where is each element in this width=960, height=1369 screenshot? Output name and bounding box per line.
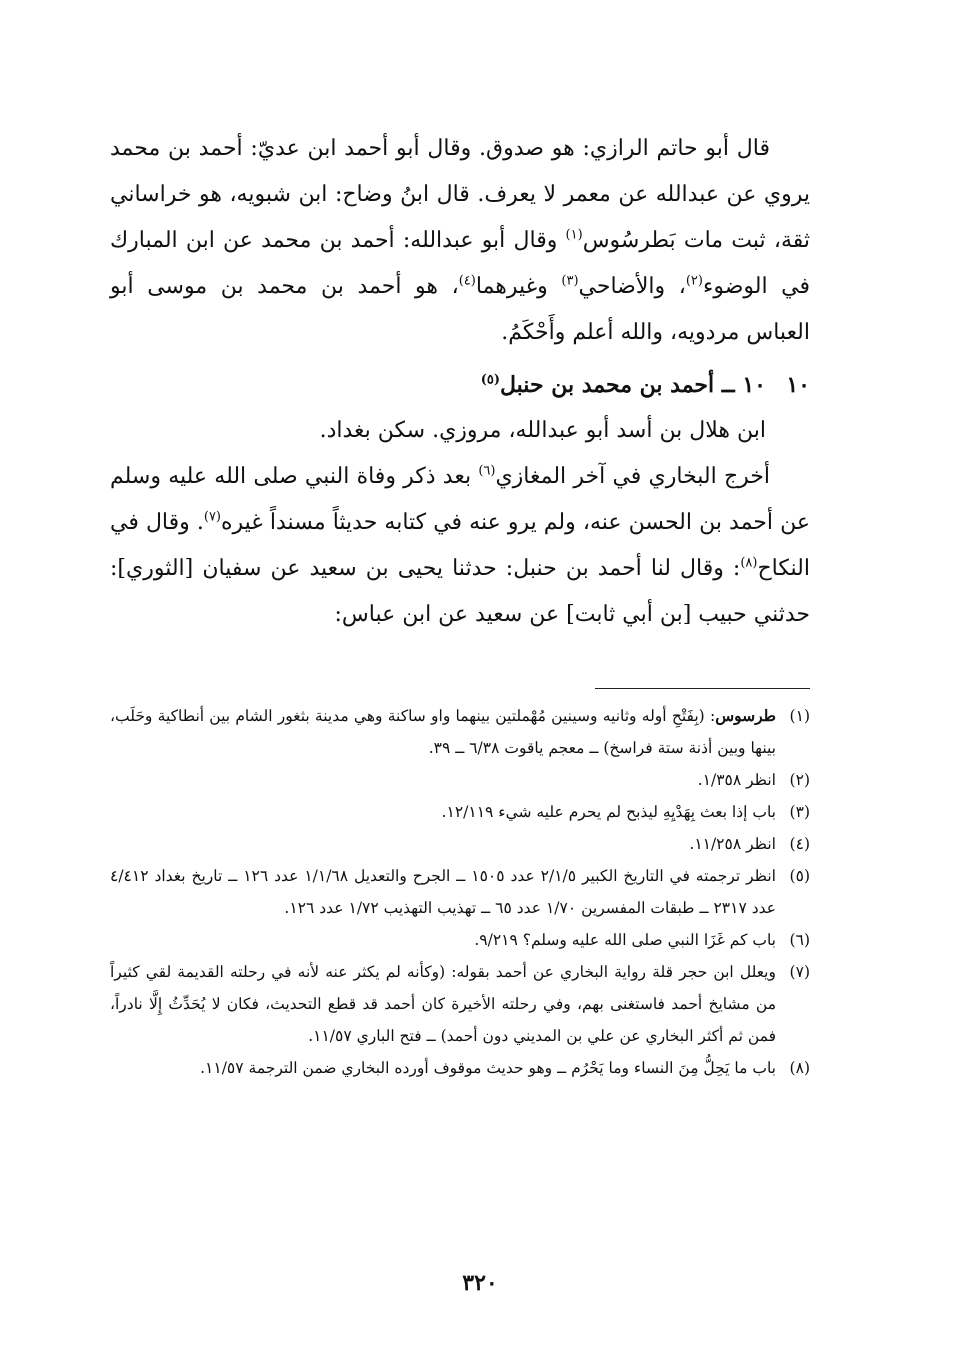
text-run: قال أبو حاتم الرازي: هو صدوق. وقال أبو أحمد ابن عديّ: أحمد بن محمد يروي عن عبدالله عن معمر لا يعرف. قال ابنُ وضاح: ابن شبويه، هو خراساني ثقة، ثبت مات بَطرسُوس xyxy=(110,136,810,253)
footnote-ref-3[interactable]: (٣) xyxy=(561,273,579,289)
footnote-ref-7[interactable]: (٧) xyxy=(203,509,221,525)
footnote-number: (٤) xyxy=(789,835,810,853)
footnote-ref-2[interactable]: (٢) xyxy=(685,273,703,289)
footnote-6 xyxy=(110,924,810,956)
text-run: أخرج البخاري في آخر المغازي xyxy=(495,464,770,489)
footnotes xyxy=(110,700,810,1084)
text-run: : وقال لنا أحمد بن حنبل: حدثنا يحيى بن سعيد عن سفيان [الثوري]: حدثني حبيب [بن أبي ثابت] عن سعيد عن ابن عباس: xyxy=(110,556,810,627)
footnote-number: (٣) xyxy=(789,803,810,821)
footnote-ref-4[interactable]: (٤) xyxy=(458,273,476,289)
text-run: . وقال في النكاح xyxy=(110,510,810,581)
footnote-number: (٥) xyxy=(789,867,810,885)
main-text xyxy=(110,126,810,638)
footnote-4 xyxy=(110,828,810,860)
entry-subtitle: ابن هلال بن أسد أبو عبدالله، مروزي. سكن بغداد. xyxy=(319,418,766,443)
footnote-number: (٢) xyxy=(789,771,810,789)
text-run: وقال أبو عبدالله: أحمد بن محمد عن ابن المبارك في الوضوء xyxy=(110,228,811,299)
footnote-body: باب إذا بعث بِهَدْيِهِ ليذبح لم يحرم عليه شيء ١٢/١١٩. xyxy=(441,803,776,821)
footnote-term: طرسوس xyxy=(715,706,776,725)
paragraph-bukhari xyxy=(110,454,810,638)
footnote-number: (٨) xyxy=(789,1059,810,1077)
footnote-number: (٦) xyxy=(789,931,810,949)
text-run: ، والأضاحي xyxy=(578,274,686,299)
footnote-3 xyxy=(110,796,810,828)
footnote-7 xyxy=(110,956,810,1052)
footnote-number: (٧) xyxy=(789,963,810,981)
text-run: ، هو أحمد بن محمد بن موسى أبو العباس مردويه، والله أعلم وأَحْكَمُ. xyxy=(110,274,810,345)
entry-title-text: ١٠ ــ أحمد بن محمد بن حنبل xyxy=(500,372,766,398)
entry-margin-number: ١٠ xyxy=(786,372,810,398)
text-run: بعد ذكر وفاة النبي صلى الله عليه وسلم عن أحمد بن الحسن عنه، ولم يرو عنه في كتابه حديثاً مسنداً غيره xyxy=(110,464,810,535)
footnote-body: انظر ١/٣٥٨. xyxy=(697,771,776,789)
footnote-body: باب ما يَحِلُّ مِنَ النساء وما يَحْرُم ــ وهو حديث موقوف أورده البخاري ضمن الترجمة ١١/٥٧. xyxy=(200,1059,776,1077)
footnote-1 xyxy=(110,700,810,764)
footnote-5 xyxy=(110,860,810,924)
footnote-8 xyxy=(110,1052,810,1084)
footnote-separator xyxy=(595,688,810,689)
footnote-body: باب كم غَزَا النبي صلى الله عليه وسلم؟ ٩/٢١٩. xyxy=(474,931,776,949)
footnote-body: : (بِفَتْحِ أوله وثانيه وسينين مُهْملتين بينهما واو ساكنة وهي مدينة بثغور الشام بين أنطاكية وحَلَب، بينها وبين أذنة ستة فراسخ) ــ معجم ياقوت ٦/٣٨ ــ ٣٩. xyxy=(110,707,776,757)
entry-heading xyxy=(110,362,810,408)
footnote-number: (١) xyxy=(789,707,810,725)
footnote-ref-5[interactable]: (٥) xyxy=(480,372,500,388)
footnote-ref-8[interactable]: (٨) xyxy=(740,555,758,571)
footnote-2 xyxy=(110,764,810,796)
footnote-body: انظر ١١/٢٥٨. xyxy=(689,835,776,853)
footnote-body: انظر ترجمته في التاريخ الكبير ٢/١/٥ عدد ١٥٠٥ ــ الجرح والتعديل ١/١/٦٨ عدد ١٢٦ ــ تاريخ بغداد ٤/٤١٢ عدد ٢٣١٧ ــ طبقات المفسرين ١/٧٠ عدد ٦٥ ــ تهذيب التهذيب ١/٧٢ عدد ١٢٦. xyxy=(110,867,776,917)
footnote-ref-6[interactable]: (٦) xyxy=(478,463,496,479)
footnote-ref-1[interactable]: (١) xyxy=(565,227,583,243)
footnote-text xyxy=(110,700,776,764)
footnote-body: ويعلل ابن حجر قلة رواية البخاري عن أحمد بقوله: (وكأنه لم يكثر عنه لأنه في رحلته القديمة لقي كثيراً من مشايخ أحمد فاستغنى بهم، وفي رحلته الأخيرة كان أحمد قد قطع التحديث، فكان لا يُحَدِّثُ إِلَّا نادراً، فمن ثم أكثر البخاري عن علي بن المديني دون أحمد) ــ فتح الباري ١١/٥٧. xyxy=(110,963,776,1045)
paragraph-opening xyxy=(110,126,810,356)
page-number: ٣٢٠ xyxy=(462,1270,498,1296)
text-run: وغيرهما xyxy=(475,274,562,299)
entry-title xyxy=(481,362,766,408)
